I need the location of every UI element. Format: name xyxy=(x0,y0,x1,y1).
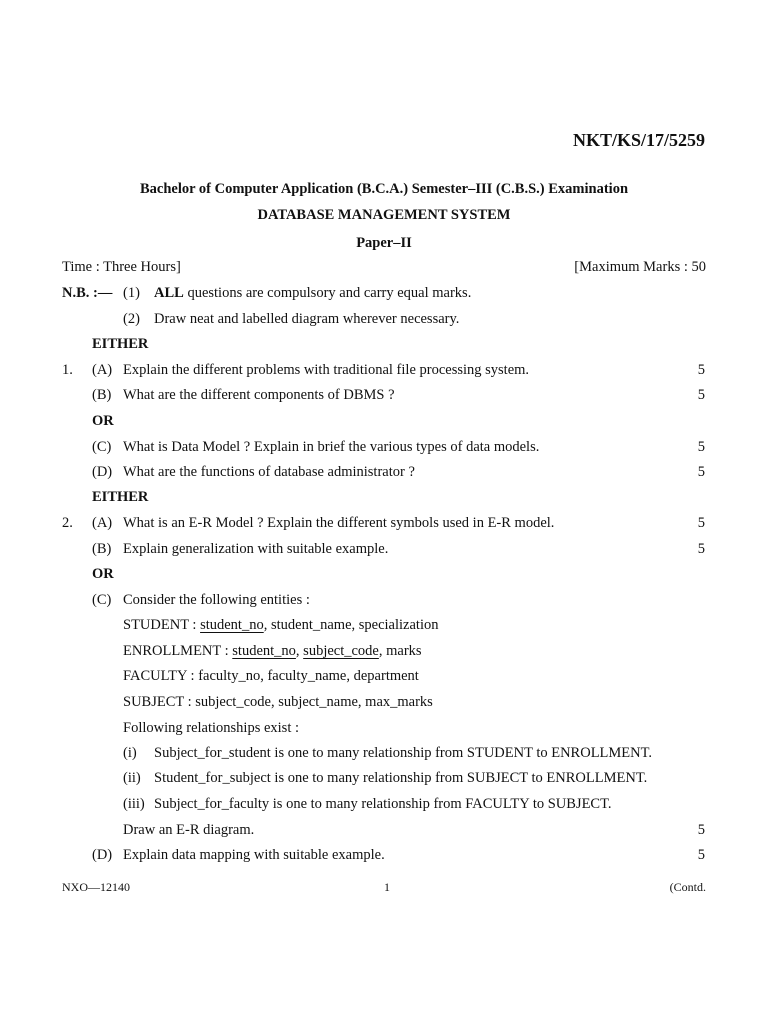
q2d-label: (D) xyxy=(92,847,113,863)
q2a-text: What is an E-R Model ? Explain the different symbols used in E-R model. xyxy=(123,515,555,531)
subject-title: DATABASE MANAGEMENT SYSTEM xyxy=(257,207,511,223)
relationship-1-num: (i) xyxy=(123,745,137,761)
footer-page-number: 1 xyxy=(384,880,390,894)
q1d-label: (D) xyxy=(92,464,113,480)
entity-student-attrs: , student_name, specialization xyxy=(263,617,439,633)
q1c-text: What is Data Model ? Explain in brief the various types of data models. xyxy=(123,439,540,455)
entity-faculty: FACULTY : faculty_no, faculty_name, department xyxy=(123,668,419,684)
q2b-marks: 5 xyxy=(697,541,705,557)
max-marks-label: [Maximum Marks : 50 xyxy=(574,259,706,275)
q2-or: OR xyxy=(92,566,114,582)
footer-code: NXO—12140 xyxy=(62,880,130,894)
entity-enrollment-attrs: , marks xyxy=(378,643,422,659)
entity-student-key: student_no xyxy=(200,617,264,633)
relationship-1-text: Subject_for_student is one to many relationship from STUDENT to ENROLLMENT. xyxy=(154,745,653,761)
q1b-label: (B) xyxy=(92,387,112,403)
relationship-3-text: Subject_for_faculty is one to many relationship from FACULTY to SUBJECT. xyxy=(154,796,612,812)
q2a-label: (A) xyxy=(92,515,113,531)
q2c-label: (C) xyxy=(92,592,112,608)
q1c-marks: 5 xyxy=(697,439,705,455)
q1d-marks: 5 xyxy=(697,464,705,480)
q1-either: EITHER xyxy=(92,336,149,352)
paper-code: NKT/KS/17/5259 xyxy=(572,130,705,150)
entity-enrollment xyxy=(123,642,422,660)
entity-student-name: STUDENT : xyxy=(123,617,197,633)
q1b-text: What are the different components of DBMS ? xyxy=(123,387,395,403)
time-label: Time : Three Hours] xyxy=(62,259,181,275)
nb-item-1-bold: ALL xyxy=(154,285,184,301)
q2b-text: Explain generalization with suitable example. xyxy=(123,541,389,557)
relationship-2-text: Student_for_subject is one to many relationship from SUBJECT to ENROLLMENT. xyxy=(154,770,648,786)
q2c-text: Consider the following entities : xyxy=(123,592,310,608)
q1a-marks: 5 xyxy=(697,362,705,378)
footer-contd: (Contd. xyxy=(669,880,706,894)
entity-student xyxy=(123,616,438,634)
relationship-3-num: (iii) xyxy=(123,796,145,812)
relationship-2-num: (ii) xyxy=(123,770,141,786)
q2b-label: (B) xyxy=(92,541,112,557)
q2d-text: Explain data mapping with suitable example. xyxy=(123,847,385,863)
paper-number: Paper–II xyxy=(356,235,412,251)
q1b-marks: 5 xyxy=(697,387,705,403)
nb-item-1-num: (1) xyxy=(123,285,140,301)
exam-title: Bachelor of Computer Application (B.C.A.) Semester–III (C.B.S.) Examination xyxy=(139,181,629,197)
q1-number: 1. xyxy=(62,362,73,378)
q1-or: OR xyxy=(92,413,114,429)
q1a-text: Explain the different problems with traditional file processing system. xyxy=(123,362,530,378)
entity-enrollment-key2: subject_code xyxy=(303,643,379,659)
q2a-marks: 5 xyxy=(697,515,705,531)
nb-item-1-text: questions are compulsory and carry equal marks. xyxy=(187,285,472,301)
q2-number: 2. xyxy=(62,515,73,531)
entity-enrollment-key1: student_no xyxy=(232,643,296,659)
nb-item-2-text: Draw neat and labelled diagram wherever necessary. xyxy=(154,311,460,327)
relationships-intro: Following relationships exist : xyxy=(123,720,300,736)
entity-enrollment-name: ENROLLMENT : xyxy=(123,643,229,659)
entity-enrollment-sep: , xyxy=(295,643,300,659)
q1d-text: What are the functions of database administrator ? xyxy=(123,464,415,480)
nb-item-1 xyxy=(154,284,471,302)
q2c-marks: 5 xyxy=(697,822,705,838)
q2d-marks: 5 xyxy=(697,847,705,863)
q1c-label: (C) xyxy=(92,439,112,455)
q2-either: EITHER xyxy=(92,489,149,505)
q1a-label: (A) xyxy=(92,362,113,378)
entity-subject: SUBJECT : subject_code, subject_name, max_marks xyxy=(123,694,433,710)
nb-label: N.B. :— xyxy=(62,285,113,301)
q2c-draw-instruction: Draw an E-R diagram. xyxy=(123,822,255,838)
nb-item-2-num: (2) xyxy=(123,311,140,327)
